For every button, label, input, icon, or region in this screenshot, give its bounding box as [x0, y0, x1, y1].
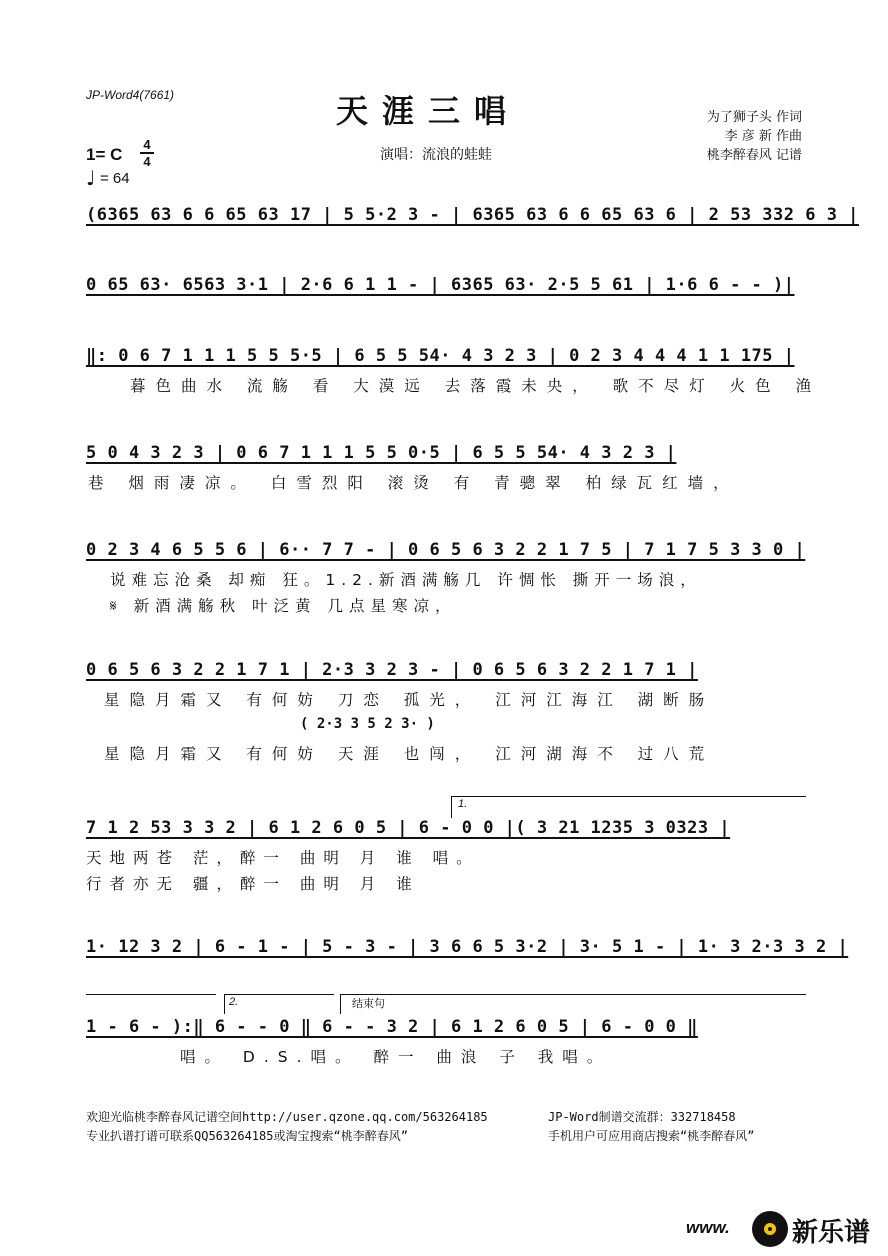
score-system-9: 1 - 6 - ):‖ 6 - - 0 ‖ 6 - - 3 2 | 6 1 2 6 0 5 | 6 - 0 0 ‖	[86, 1017, 698, 1037]
lyric-line: 星隐月霜又 有何妨 刀恋 孤光， 江河江海江 湖断肠	[104, 691, 715, 709]
watermark-brand: 新乐谱	[792, 1217, 871, 1247]
footer-website: 欢迎光临桃李醉春风记谱空间http://user.qzone.qq.com/563264185	[86, 1110, 488, 1124]
lyric-line: 天地两苍 茫，醉一 曲明 月 谁 唱。	[86, 849, 480, 867]
ending-bracket-edge	[340, 994, 341, 1014]
transcriber-credit: 桃李醉春风 记谱	[706, 148, 802, 163]
key-signature: 1= C	[86, 145, 123, 164]
volta-1-label: 1.	[458, 798, 468, 810]
lyric-line: 唱。 D.S.唱。 醉一 曲浪 子 我唱。	[180, 1048, 612, 1066]
song-title: 天涯三唱	[336, 92, 521, 130]
volta-bracket	[451, 796, 806, 797]
volta-bracket-edge	[451, 796, 452, 818]
score-system-3: ‖: 0 6 7 1 1 1 5 5 5·5 | 6 5 5 54· 4 3 2 3 | 0 2 3 4 4 4 1 1 175 |	[86, 346, 795, 366]
volta-2-label: 2.	[229, 996, 239, 1008]
score-system-7: 7 1 2 53 3 3 2 | 6 1 2 6 0 5 | 6 - 0 0 |( 3 21 1235 3 0323 |	[86, 818, 731, 838]
footer-app-info: 手机用户可应用商店搜索“桃李醉春风”	[548, 1129, 755, 1143]
volta-bracket	[224, 994, 334, 995]
footer-qq-group: JP-Word制谱交流群：332718458	[548, 1110, 736, 1124]
watermark-url: www.	[686, 1218, 730, 1237]
score-system-6: 0 6 5 6 3 2 2 1 7 1 | 2·3 3 2 3 - | 0 6 5 6 3 2 2 1 7 1 |	[86, 660, 698, 680]
score-system-4: 5 0 4 3 2 3 | 0 6 7 1 1 1 5 5 0·5 | 6 5 5 54· 4 3 2 3 |	[86, 443, 677, 463]
score-system-2: 0 65 63· 6563 3·1 | 2·6 6 1 1 - | 6365 63· 2·5 5 61 | 1·6 6 - - )|	[86, 275, 795, 295]
credits-block	[707, 108, 802, 165]
time-signature-bottom: 4	[143, 153, 151, 169]
alternate-melody: ( 2·3 3 5 2 3· )	[300, 716, 435, 732]
score-system-1: (6365 63 6 6 65 63 17 | 5 5·2 3 - | 6365 63 6 6 65 63 6 | 2 53 332 6 3 |	[86, 205, 859, 225]
score-system-8: 1· 12 3 2 | 6 - 1 - | 5 - 3 - | 3 6 6 5 3·2 | 3· 5 1 - | 1· 3 2·3 3 2 |	[86, 937, 849, 957]
time-signature	[140, 138, 154, 168]
lyricist-credit: 为了狮子头 作词	[706, 110, 802, 125]
record-disc-icon	[752, 1211, 788, 1247]
lyric-line: 星隐月霜又 有何妨 天涯 也闯， 江河湖海不 过八荒	[104, 745, 715, 763]
lyric-line: 暮色曲水 流觞 看 大漠远 去落霞未央， 歌不尽灯 火色 渔	[130, 377, 821, 395]
tempo-marking: = 64	[100, 170, 130, 187]
lyric-line: 巷 烟雨凄凉。 白雪烈阳 滚烫 有 青骢翠 柏绿瓦红墙，	[88, 474, 739, 492]
singer-credit: 演唱：流浪的蛙蛙	[380, 147, 492, 163]
composer-credit: 李 彦 新 作曲	[724, 129, 802, 144]
score-system-5: 0 2 3 4 6 5 5 6 | 6·· 7 7 - | 0 6 5 6 3 2 2 1 7 5 | 7 1 7 5 3 3 0 |	[86, 540, 806, 560]
ending-label: 结束句	[352, 997, 385, 1010]
volta-bracket-edge	[224, 994, 225, 1014]
time-signature-top: 4	[143, 137, 151, 152]
quarter-note-icon: ♩	[86, 166, 96, 190]
lyric-line: 行者亦无 疆，醉一 曲明 月 谁	[86, 875, 420, 893]
software-tag: JP-Word4(7661)	[86, 88, 175, 102]
ending-bracket	[340, 994, 806, 995]
lyric-line: 说难忘沧桑 却痴 狂。1.2.新酒满觞几 许惆怅 撕开一场浪，	[110, 571, 702, 589]
lyric-line: 𝄋 新酒满觞秋 叶泛黄 几点星寒凉，	[110, 597, 457, 615]
footer-contact: 专业扒谱打谱可联系QQ563264185或淘宝搜索“桃李醉春风”	[86, 1129, 408, 1143]
volta-bracket	[86, 994, 216, 995]
